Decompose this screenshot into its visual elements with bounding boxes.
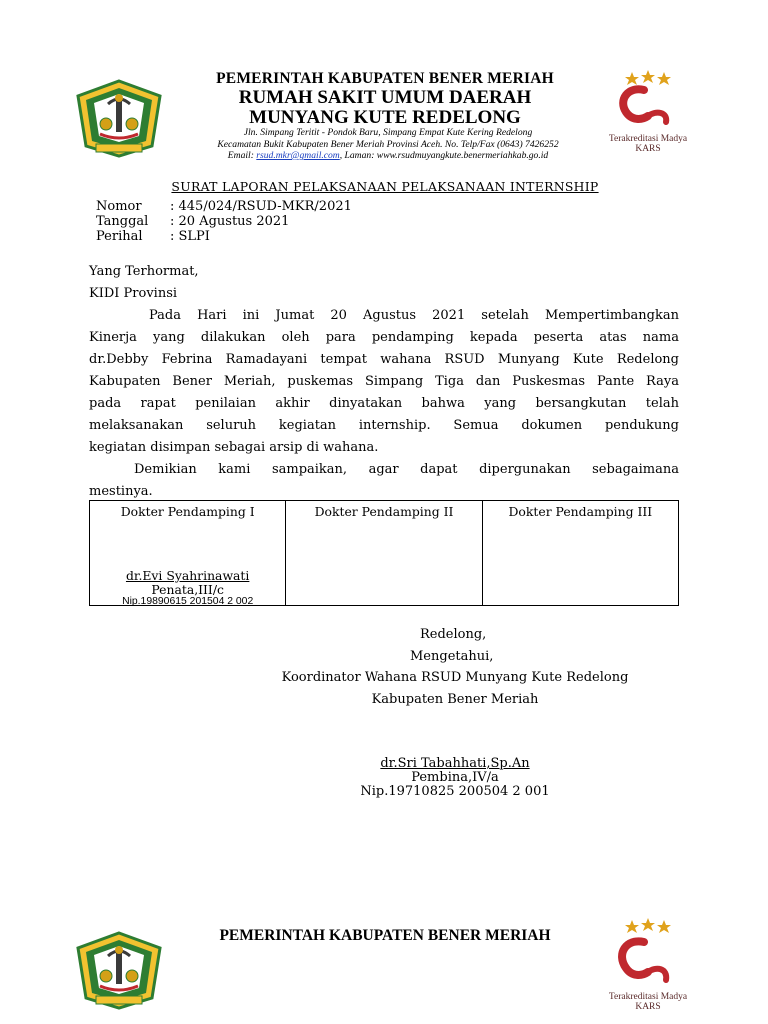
paragraph-line: kegiatan disimpan sebagai arsip di wahana.: [89, 440, 379, 455]
paragraph-line: Kabupaten Bener Meriah, puskemas Simpang Tiga dan Puskesmas Pante Raya: [89, 374, 679, 389]
meta-value: : SLPI: [170, 229, 210, 244]
closing-place: Redelong,: [420, 627, 487, 642]
hospital-heading: RUMAH SAKIT UMUM DAERAH: [238, 87, 532, 108]
meta-key: Nomor: [96, 199, 142, 214]
regency-emblem-logo: [74, 78, 164, 158]
hospital-name-heading: MUNYANG KUTE REDELONG: [249, 107, 521, 128]
supervisor-header-1: Dokter Pendamping I: [120, 504, 255, 519]
footer-accreditation-line-1: Terakreditasi Madya: [608, 992, 688, 1002]
meta-value: : 20 Agustus 2021: [170, 214, 290, 229]
coordinator-role: Koordinator Wahana RSUD Munyang Kute Redelong: [281, 670, 629, 685]
supervisor-cell-1: [90, 501, 286, 606]
body-paragraph-1: [89, 305, 679, 459]
email-link[interactable]: rsud.mkr@gmail.com: [256, 150, 340, 161]
kars-accreditation-logo-footer: [596, 918, 700, 1022]
closing-acknowledged: Mengetahui,: [410, 649, 494, 664]
website-label: , Laman: www.rsudmuyangkute.benermeriahkab.go.id: [339, 150, 549, 161]
meta-date: [96, 214, 289, 229]
meta-number: [96, 199, 352, 214]
recipient: KIDI Provinsi: [89, 286, 178, 301]
meta-subject: [96, 229, 210, 244]
salutation: Yang Terhormat,: [89, 264, 199, 279]
supervisor-name-1: dr.Evi Syahrinawati: [125, 568, 250, 583]
accreditation-line-1: Terakreditasi Madya: [608, 134, 688, 144]
supervisor-signature-table: [89, 500, 679, 606]
paragraph-line: Demikian kami sampaikan, agar dapat dipergunakan sebagaimana: [134, 462, 679, 477]
contact-line: [178, 150, 598, 162]
paragraph-line: dr.Debby Febrina Ramadayani tempat wahana RSUD Munyang Kute Redelong: [89, 352, 679, 367]
paragraph-line: melaksanakan seluruh kegiatan internship. Semua dokumen pendukung: [89, 418, 679, 433]
footer-accreditation-line-2: KARS: [635, 1002, 661, 1012]
meta-value: : 445/024/RSUD-MKR/2021: [170, 199, 352, 214]
meta-key: Perihal: [96, 229, 143, 244]
footer-government-heading: PEMERINTAH KABUPATEN BENER MERIAH: [219, 927, 551, 944]
supervisor-cell-3: [482, 501, 678, 606]
accreditation-text: [596, 134, 700, 154]
address-line-2: Kecamatan Bukit Kabupaten Bener Meriah Provinsi Aceh. No. Telp/Fax (0643) 7426252: [217, 138, 559, 150]
paragraph-line: Pada Hari ini Jumat 20 Agustus 2021 setelah Mempertimbangkan: [149, 308, 679, 323]
government-heading: PEMERINTAH KABUPATEN BENER MERIAH: [216, 70, 554, 87]
supervisor-nip-1: Nip.19890615 201504 2 002: [122, 596, 254, 607]
accreditation-line-2: KARS: [635, 144, 661, 154]
paragraph-line: mestinya.: [89, 484, 153, 499]
paragraph-line: pada rapat penilaian akhir dinyatakan bahwa yang bersangkutan telah: [89, 396, 679, 411]
coordinator-nip: Nip.19710825 200504 2 001: [360, 784, 550, 799]
address-line-1: Jln. Simpang Teritit - Pondok Baru, Simpang Empat Kute Kering Redelong: [243, 127, 533, 138]
supervisor-rank-1: Penata,III/c: [151, 582, 224, 597]
letter-title: SURAT LAPORAN PELAKSANAAN PELAKSANAAN INTERNSHIP: [171, 179, 599, 194]
email-label: Email:: [227, 150, 257, 161]
coordinator-rank: Pembina,IV/a: [411, 770, 499, 785]
footer-accreditation-text: [596, 992, 700, 1012]
address-block: [178, 127, 598, 162]
kars-accreditation-logo: [596, 70, 700, 160]
coordinator-name: dr.Sri Tabahhati,Sp.An: [380, 756, 530, 771]
meta-key: Tanggal: [96, 214, 149, 229]
supervisor-header-3: Dokter Pendamping III: [508, 504, 653, 519]
body-paragraph-2: [89, 459, 679, 503]
paragraph-line: Kinerja yang dilakukan oleh para pendamping kepada peserta atas nama: [89, 330, 679, 345]
regency-emblem-logo-footer: [74, 930, 164, 1010]
supervisor-header-2: Dokter Pendamping II: [314, 504, 454, 519]
coordinator-region: Kabupaten Bener Meriah: [371, 692, 539, 707]
supervisor-cell-2: [286, 501, 482, 606]
